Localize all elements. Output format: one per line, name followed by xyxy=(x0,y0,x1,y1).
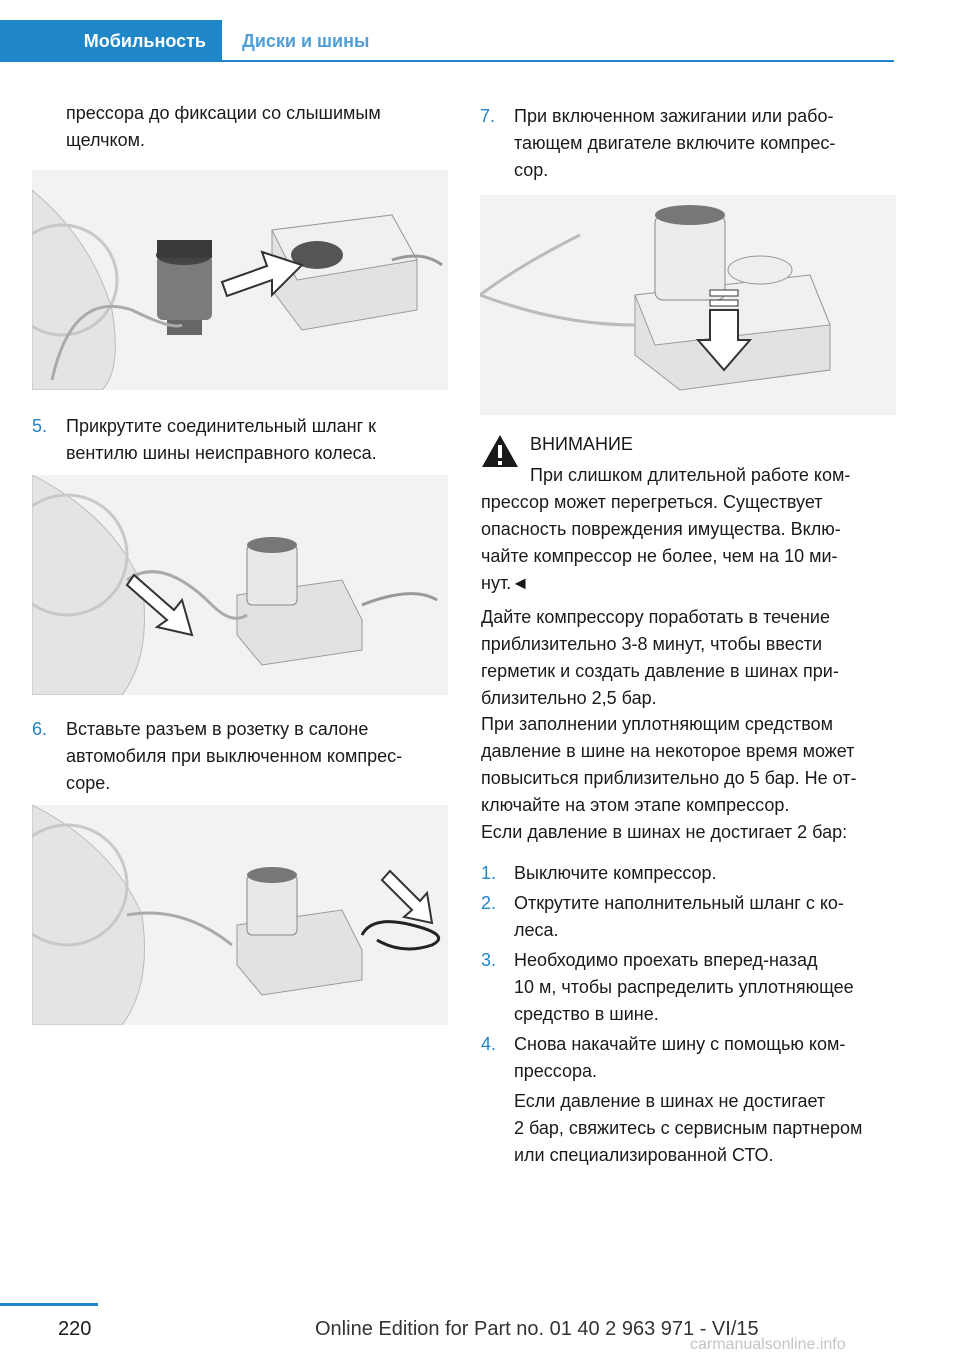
edition-info: Online Edition for Part no. 01 40 2 963 971 - VI/15 xyxy=(315,1318,759,1340)
step-number: 6. xyxy=(32,719,48,739)
paragraph-low-pressure: Если давление в шинах не достигает 2 бар: xyxy=(481,822,848,842)
step-line: При включенном зажигании или рабо‐ xyxy=(514,106,834,126)
warning-line: чайте компрессор не более, чем на 10 ми‐ xyxy=(481,546,838,566)
note-line: 2 бар, свяжитесь с сервисным партнером xyxy=(514,1118,863,1138)
para-line: повыситься приблизительно до 5 бар. Не от‐ xyxy=(481,768,857,788)
step-number: 7. xyxy=(480,106,496,126)
para-line: давление в шине на некоторое время может xyxy=(481,741,855,761)
section-label: Мобильность xyxy=(83,30,206,51)
intro-line: щелчком. xyxy=(66,130,145,150)
list-line: леса. xyxy=(514,920,559,940)
hose-to-valve-illustration xyxy=(32,475,448,695)
subsection-label: Диски и шины xyxy=(242,30,370,51)
step-line: соре. xyxy=(66,773,111,793)
intro-paragraph xyxy=(66,100,381,154)
list-line: Необходимо проехать вперед-назад xyxy=(514,950,818,970)
list-line: Открутите наполнительный шланг с ко‐ xyxy=(514,893,844,913)
intro-line: прессора до фиксации со слышимым xyxy=(66,103,381,123)
note-service-partner xyxy=(514,1088,862,1169)
step-line: тающем двигателе включите компрес‐ xyxy=(514,133,836,153)
figure-power-plug xyxy=(32,805,448,1025)
list-line: 10 м, чтобы распределить уплотняющее xyxy=(514,977,854,997)
para-line: приблизительно 3-8 минут, чтобы ввести xyxy=(481,634,823,654)
warning-first-line: При слишком длительной работе ком‐ xyxy=(530,465,851,485)
step-line: сор. xyxy=(514,160,549,180)
note-line: или специализированной СТО. xyxy=(514,1145,774,1165)
paragraph-run-time xyxy=(481,604,839,712)
para-line: герметик и создать давление в шинах при‐ xyxy=(481,661,839,681)
compressor-switch-illustration xyxy=(480,195,896,415)
step-line: автомобиля при выключенном компрес‐ xyxy=(66,746,403,766)
step-line: Вставьте разъем в розетку в салоне xyxy=(66,719,369,739)
list-number: 3. xyxy=(481,950,497,970)
para-line: ключайте на этом этапе компрессор. xyxy=(481,795,790,815)
paragraph-pressure-rise xyxy=(481,711,856,819)
warning-line: нут.◄ xyxy=(481,573,530,593)
bottle-insert-illustration xyxy=(32,170,448,390)
watermark: carmanualsonline.info xyxy=(690,1336,846,1353)
header-rule xyxy=(0,60,894,62)
list-line: Снова накачайте шину с помощью ком‐ xyxy=(514,1034,846,1054)
step-number: 5. xyxy=(32,416,48,436)
list-number: 1. xyxy=(481,863,497,883)
list-line: средство в шине. xyxy=(514,1004,659,1024)
page-number: 220 xyxy=(58,1318,92,1340)
list-number: 4. xyxy=(481,1034,497,1054)
figure-compressor-switch xyxy=(480,195,896,415)
list-line: прессора. xyxy=(514,1061,598,1081)
warning-body xyxy=(481,489,841,597)
para-line: При заполнении уплотняющим средством xyxy=(481,714,833,734)
figure-hose-to-valve xyxy=(32,475,448,695)
section-tab[interactable] xyxy=(0,20,222,62)
list-line: Выключите компрессор. xyxy=(514,863,717,883)
warning-triangle-icon xyxy=(481,434,519,468)
warning-line: прессор может перегреться. Существует xyxy=(481,492,823,512)
footer-rule xyxy=(0,1303,98,1306)
subsection-tab[interactable] xyxy=(242,20,369,62)
power-plug-illustration xyxy=(32,805,448,1025)
warning-line: опасность повреждения имущества. Вклю‐ xyxy=(481,519,841,539)
para-line: близительно 2,5 бар. xyxy=(481,688,657,708)
step-line: Прикрутите соединительный шланг к xyxy=(66,416,377,436)
note-line: Если давление в шинах не достигает xyxy=(514,1091,826,1111)
list-number: 2. xyxy=(481,893,497,913)
figure-bottle-insert xyxy=(32,170,448,390)
para-line: Дайте компрессору поработать в течение xyxy=(481,607,830,627)
warning-title: ВНИМАНИЕ xyxy=(530,434,633,454)
step-line: вентилю шины неисправного колеса. xyxy=(66,443,377,463)
